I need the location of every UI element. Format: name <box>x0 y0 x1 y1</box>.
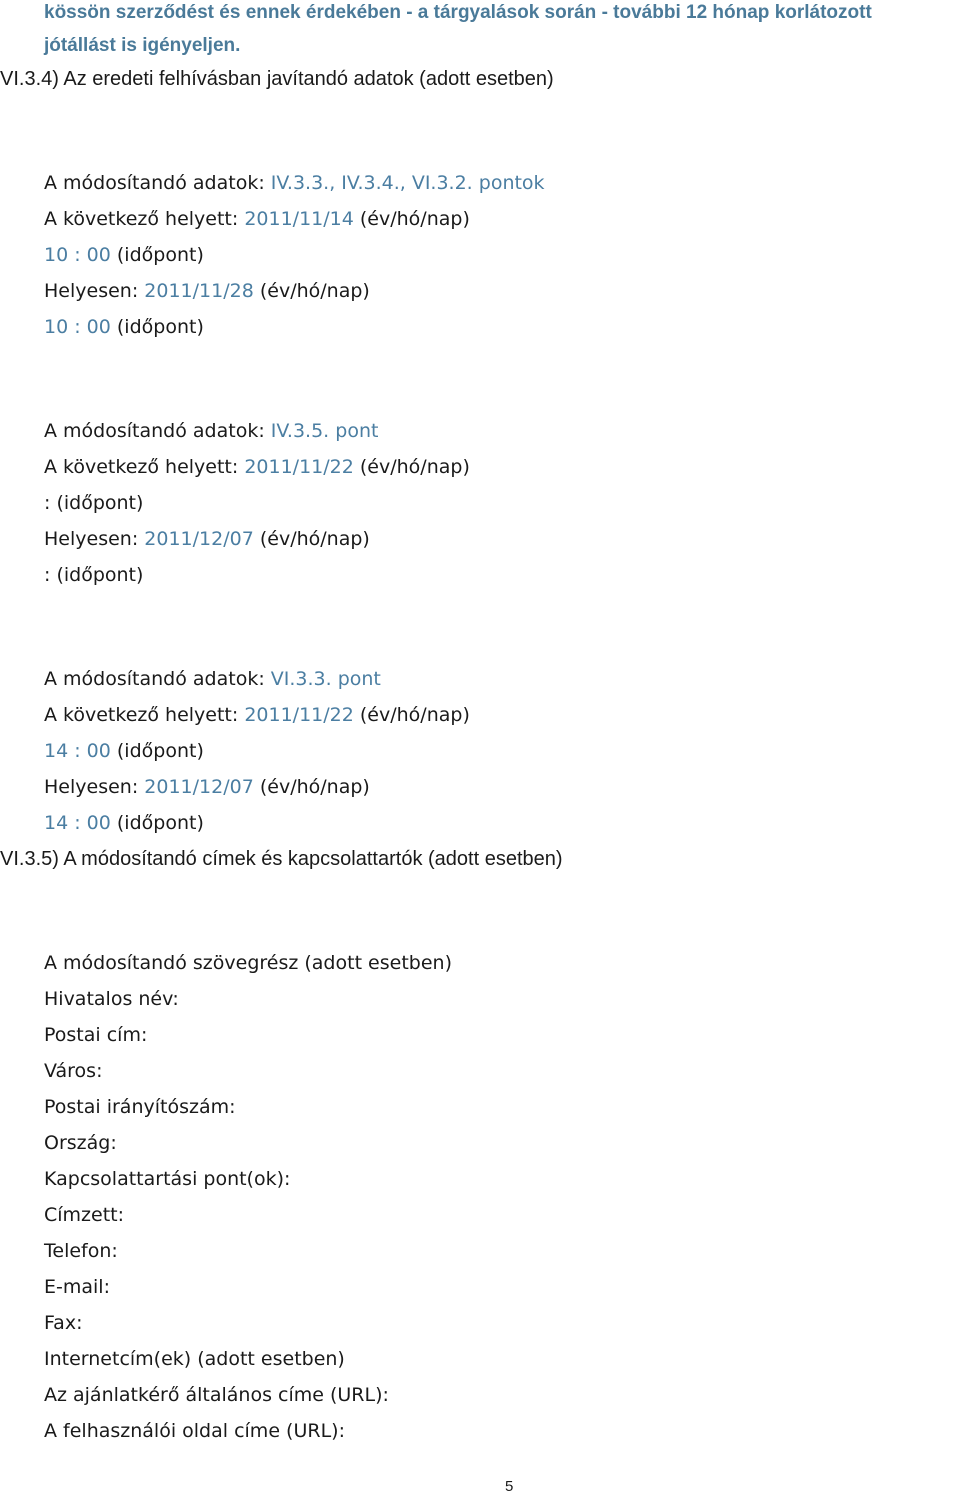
block2-instead-date <box>44 455 470 479</box>
section-vi-3-5-heading: VI.3.5) A módosítandó címek és kapcsolattartók (adott esetben) <box>0 848 563 870</box>
field-buyer-profile-url: A felhasználói oldal címe (URL): <box>44 1420 345 1442</box>
block2-correct-date-unit: (év/hó/nap) <box>259 528 370 550</box>
block1-mod-value: IV.3.3., IV.3.4., VI.3.2. pontok <box>270 172 545 194</box>
field-email: E-mail: <box>44 1276 110 1298</box>
block1-instead-date-unit: (év/hó/nap) <box>359 208 470 230</box>
field-phone: Telefon: <box>44 1240 118 1262</box>
block3-modified-data <box>44 667 381 691</box>
block1-instead-label: A következő helyett: <box>44 208 239 230</box>
block1-correct-time-unit: (időpont) <box>116 316 204 338</box>
block3-correct-date <box>44 775 370 799</box>
field-addressee: Címzett: <box>44 1204 125 1226</box>
block1-correct-date <box>44 279 370 303</box>
block1-instead-time-value: 10 : 00 <box>44 244 111 266</box>
block3-mod-label: A módosítandó adatok: <box>44 668 265 690</box>
field-text-part: A módosítandó szövegrész (adott esetben) <box>44 952 452 974</box>
section-vi-3-4-heading: VI.3.4) Az eredeti felhívásban javítandó adatok (adott esetben) <box>0 68 554 90</box>
block2-correct-label: Helyesen: <box>44 528 139 550</box>
field-country: Ország: <box>44 1132 117 1154</box>
block3-instead-date <box>44 703 470 727</box>
block2-instead-date-value: 2011/11/22 <box>244 456 354 478</box>
block2-instead-time: : (időpont) <box>44 492 144 514</box>
block3-instead-time-value: 14 : 00 <box>44 740 111 762</box>
block3-instead-date-value: 2011/11/22 <box>244 704 354 726</box>
block1-correct-time <box>44 315 204 339</box>
block2-modified-data <box>44 419 378 443</box>
block3-instead-time <box>44 739 204 763</box>
field-fax: Fax: <box>44 1312 83 1334</box>
block1-instead-date-value: 2011/11/14 <box>244 208 354 230</box>
block3-mod-value: VI.3.3. pont <box>270 668 381 690</box>
block2-correct-date-value: 2011/12/07 <box>144 528 254 550</box>
block3-instead-date-unit: (év/hó/nap) <box>359 704 470 726</box>
field-postal-code: Postai irányítószám: <box>44 1096 236 1118</box>
page-number: 5 <box>505 1478 514 1495</box>
intro-line-2: jótállást is igényeljen. <box>44 35 241 56</box>
intro-line-1: kössön szerződést és ennek érdekében - a tárgyalások során - további 12 hónap korlátozott <box>44 2 872 23</box>
block3-instead-label: A következő helyett: <box>44 704 239 726</box>
field-internet-addresses: Internetcím(ek) (adott esetben) <box>44 1348 345 1370</box>
block1-correct-time-value: 10 : 00 <box>44 316 111 338</box>
block2-instead-date-unit: (év/hó/nap) <box>359 456 470 478</box>
field-contact-points: Kapcsolattartási pont(ok): <box>44 1168 291 1190</box>
block3-correct-time-unit: (időpont) <box>116 812 204 834</box>
block3-correct-date-value: 2011/12/07 <box>144 776 254 798</box>
block2-mod-label: A módosítandó adatok: <box>44 420 265 442</box>
block1-correct-label: Helyesen: <box>44 280 139 302</box>
block1-instead-date <box>44 207 470 231</box>
block3-correct-time <box>44 811 204 835</box>
block2-mod-value: IV.3.5. pont <box>270 420 379 442</box>
field-general-url: Az ajánlatkérő általános címe (URL): <box>44 1384 389 1406</box>
block1-correct-date-value: 2011/11/28 <box>144 280 254 302</box>
block3-correct-label: Helyesen: <box>44 776 139 798</box>
block1-instead-time <box>44 243 204 267</box>
field-city: Város: <box>44 1060 103 1082</box>
block3-instead-time-unit: (időpont) <box>116 740 204 762</box>
block1-modified-data <box>44 171 545 195</box>
block2-instead-label: A következő helyett: <box>44 456 239 478</box>
block3-correct-time-value: 14 : 00 <box>44 812 111 834</box>
block1-mod-label: A módosítandó adatok: <box>44 172 265 194</box>
block1-instead-time-unit: (időpont) <box>116 244 204 266</box>
block1-correct-date-unit: (év/hó/nap) <box>259 280 370 302</box>
block2-correct-date <box>44 527 370 551</box>
block3-correct-date-unit: (év/hó/nap) <box>259 776 370 798</box>
block2-correct-time: : (időpont) <box>44 564 144 586</box>
field-official-name: Hivatalos név: <box>44 988 179 1010</box>
field-postal-address: Postai cím: <box>44 1024 148 1046</box>
